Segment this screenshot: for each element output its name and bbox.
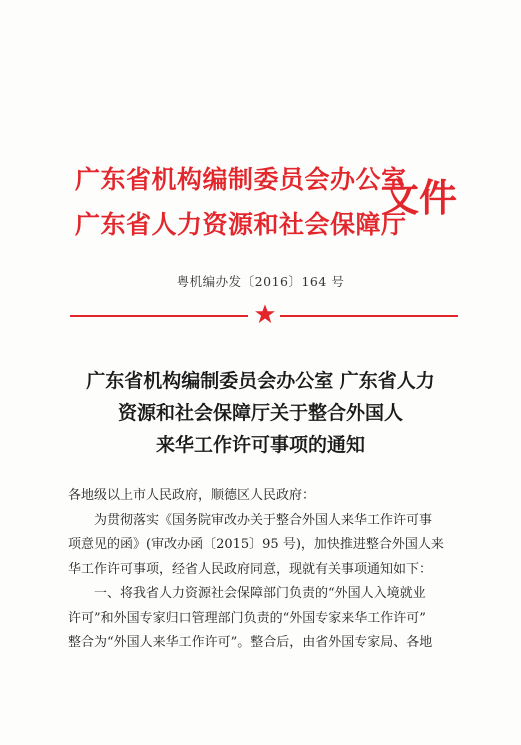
title-line-3: 来华工作许可事项的通知 (155, 434, 365, 456)
paragraph-2-line-2: 许可”和外国专家归口管理部门负责的“外国专家来华工作许可” (68, 610, 426, 626)
title-line-1: 广东省机构编制委员会办公室 广东省人力 (86, 370, 435, 392)
paragraph-2-line-1: 一、将我省人力资源社会保障部门负责的“外国人入境就业 (94, 586, 426, 601)
title-line-2: 资源和社会保障厅关于整合外国人 (117, 402, 403, 424)
salutation: 各地级以上市人民政府，顺德区人民政府： (68, 488, 316, 503)
divider-left (70, 315, 248, 317)
divider-right (280, 315, 458, 317)
document-body (68, 484, 468, 656)
paragraph-2-line-3: 整合为“外国人来华工作许可”。整合后，由省外国专家局、各地 (68, 635, 433, 650)
issuer-name-2: 广东省人力资源和社会保障厅 (75, 210, 407, 239)
document-number: 粤机编办发〔2016〕164 号 (176, 274, 345, 289)
document-title (60, 365, 461, 461)
paragraph-1-line-3: 华工作许可事项，经省人民政府同意，现就有关事项通知如下： (68, 561, 433, 577)
paragraph-1-line-1: 为贯彻落实《国务院审改办关于整合外国人来华工作许可事 (94, 512, 433, 528)
document-label: 文件 (381, 176, 458, 220)
red-star-icon (254, 303, 276, 325)
issuer-name-1: 广东省机构编制委员会办公室 (75, 165, 407, 194)
paragraph-1-line-2: 项意见的函》(审改办函〔2015〕95 号)，加快推进整合外国人来 (68, 537, 444, 552)
